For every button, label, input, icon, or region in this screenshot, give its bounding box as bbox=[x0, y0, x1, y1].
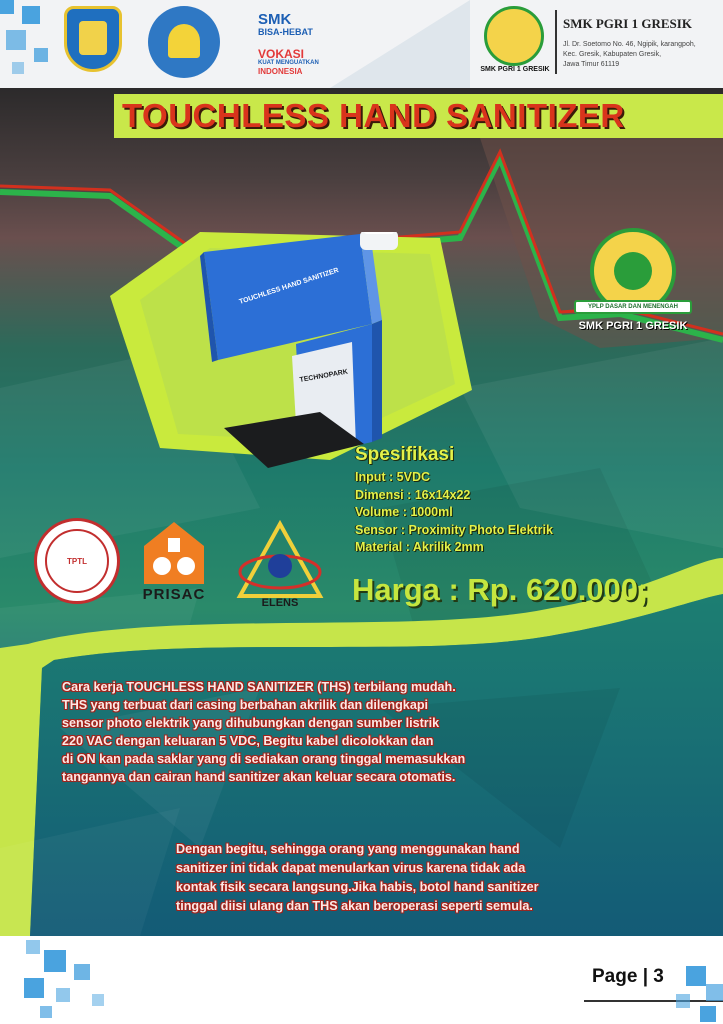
header-diagonal bbox=[330, 0, 470, 88]
smk-bisa-line1: SMK bbox=[258, 11, 292, 28]
address-line: Jawa Timur 61119 bbox=[563, 61, 620, 68]
description-line: sanitizer ini tidak dapat menularkan virus karena tidak ada bbox=[176, 861, 526, 875]
decor-square bbox=[686, 966, 706, 986]
spec-item: Dimensi : 16x14x22 bbox=[355, 487, 471, 502]
description-line: tinggal diisi ulang dan THS akan beroperasi seperti semula. bbox=[176, 899, 533, 913]
vokasi-line3: INDONESIA bbox=[258, 67, 303, 76]
vokasi-indonesia-icon bbox=[258, 48, 322, 76]
header-divider bbox=[555, 10, 557, 74]
hand-sanitizer-device-icon bbox=[200, 232, 420, 472]
decor-square bbox=[706, 984, 723, 1001]
poster-body bbox=[0, 88, 723, 936]
decor-square bbox=[56, 988, 70, 1002]
decor-square bbox=[6, 30, 26, 50]
elens-logo-text: ELENS bbox=[261, 597, 299, 609]
description-line: THS yang terbuat dari casing berbahan akrilik dan dilengkapi bbox=[62, 698, 429, 712]
description-line: tangannya dan cairan hand sanitizer akan keluar secara otomatis. bbox=[62, 770, 456, 784]
vokasi-line2: KUAT MENGUATKAN bbox=[258, 60, 319, 66]
address-line: Kec. Gresik, Kabupaten Gresik, bbox=[563, 51, 662, 58]
description-paragraph-2 bbox=[176, 840, 696, 916]
pgri-logo-caption: SMK PGRI 1 GRESIK bbox=[480, 66, 550, 73]
device-front-label: TECHNOPARK bbox=[299, 368, 349, 384]
spec-item: Material : Akrilik 2mm bbox=[355, 540, 484, 554]
decor-square bbox=[44, 950, 66, 972]
prisac-logo-icon bbox=[142, 520, 206, 586]
decor-square bbox=[74, 964, 90, 980]
jatim-logo-icon bbox=[64, 6, 122, 72]
decor-square bbox=[34, 48, 48, 62]
page-number-underline bbox=[584, 1000, 723, 1002]
prisac-logo-label: PRISAC bbox=[142, 586, 206, 603]
decor-square bbox=[40, 1006, 52, 1018]
device-top-label: TOUCHLESS HAND SANITIZER bbox=[238, 267, 340, 306]
decor-square bbox=[12, 62, 24, 74]
smk-bisa-hebat-icon bbox=[258, 12, 322, 37]
pgri-badge bbox=[568, 228, 698, 358]
decor-square bbox=[26, 940, 40, 954]
tptl-logo-icon bbox=[34, 518, 120, 604]
description-line: kontak fisik secara langsung.Jika habis, botol hand sanitizer bbox=[176, 880, 539, 894]
spec-item: Volume : 1000ml bbox=[355, 505, 453, 519]
decor-square bbox=[92, 994, 104, 1006]
description-line: di ON kan pada saklar yang di sediakan orang tinggal memasukkan bbox=[62, 752, 466, 766]
description-paragraph-1 bbox=[62, 678, 582, 786]
description-line: Cara kerja TOUCHLESS HAND SANITIZER (THS) terbilang mudah. bbox=[62, 680, 456, 694]
decor-square bbox=[700, 1006, 716, 1022]
specification-block bbox=[355, 443, 553, 557]
decor-square bbox=[676, 994, 690, 1008]
page-number: Page | 3 bbox=[592, 966, 664, 987]
description-line: sensor photo elektrik yang dihubungkan dengan sumber listrik bbox=[62, 716, 440, 730]
spec-item: Input : 5VDC bbox=[355, 470, 430, 484]
decor-square bbox=[24, 978, 44, 998]
page-footer bbox=[0, 936, 723, 1024]
decor-square bbox=[22, 6, 40, 24]
smk-bisa-line2: BISA-HEBAT bbox=[258, 27, 313, 37]
pgri-badge-caption: SMK PGRI 1 GRESIK bbox=[578, 320, 688, 332]
pgri-ribbon: YPLP DASAR DAN MENENGAH bbox=[574, 300, 692, 314]
school-name: SMK PGRI 1 GRESIK bbox=[563, 16, 692, 31]
price-label: Harga : Rp. 620.000; bbox=[352, 572, 649, 607]
vokasi-line1: VOKASI bbox=[258, 47, 305, 61]
elens-logo-icon bbox=[234, 520, 326, 610]
page-title: TOUCHLESS HAND SANITIZER bbox=[122, 97, 625, 134]
pgri-logo-icon bbox=[484, 6, 544, 66]
tptl-logo-text: TPTL bbox=[67, 557, 87, 566]
decor-square bbox=[0, 0, 14, 14]
page-header bbox=[0, 0, 723, 88]
spec-item: Sensor : Proximity Photo Elektrik bbox=[355, 522, 553, 537]
description-line: 220 VAC dengan keluaran 5 VDC, Begitu kabel dicolokkan dan bbox=[62, 734, 434, 748]
school-address bbox=[563, 40, 723, 70]
description-line: Dengan begitu, sehingga orang yang menggunakan hand bbox=[176, 842, 520, 856]
tut-wuri-handayani-icon bbox=[148, 6, 220, 78]
address-line: Jl. Dr. Soetomo No. 46, Ngipik, karangpoh, bbox=[563, 41, 696, 48]
spec-title: Spesifikasi bbox=[355, 444, 455, 465]
